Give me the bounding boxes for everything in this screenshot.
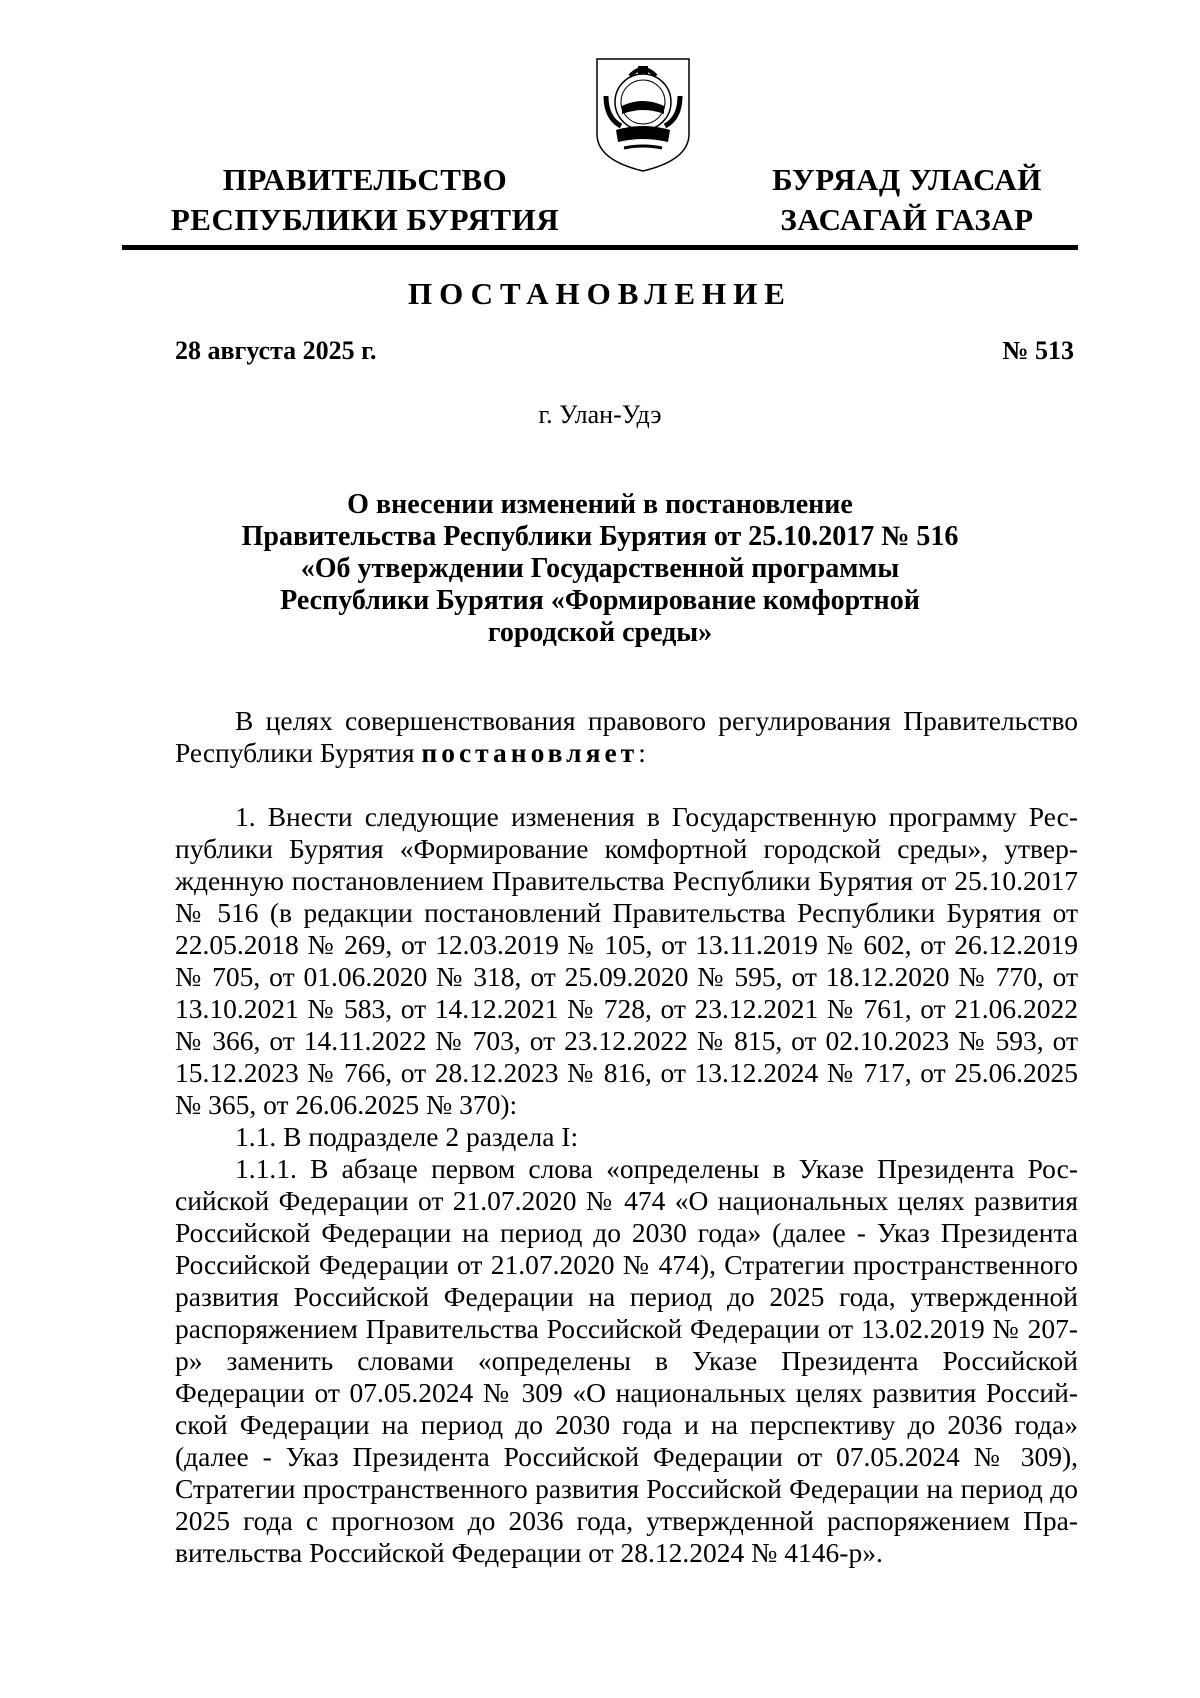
document-type: ПОСТАНОВЛЕНИЕ	[408, 276, 792, 311]
header-left	[165, 160, 565, 240]
resolves-word: постановляет	[421, 737, 639, 768]
document-city: г. Улан-Удэ	[538, 400, 662, 429]
header-right-line1: БУРЯАД УЛАСАЙ	[772, 162, 1042, 197]
header-left-line1: ПРАВИТЕЛЬСТВО	[222, 162, 508, 197]
header-right	[742, 160, 1072, 240]
coat-of-arms-icon	[594, 56, 692, 174]
subject-line: Правительства Республики Бурятия от 25.10.2017 № 516	[241, 521, 959, 552]
preamble-text: В целях совершенствования правового регулирования Правительство Республики Бурятия	[175, 705, 1078, 768]
paragraph-1-1-1: 1.1.1. В абзаце первом слова «определены в Указе Президента Российской Федерации от 21.07.2020 № 474 «О национальных целях развития Российской Федерации на период до 2030 года» (далее - Указ Президента Российской Федерации от 21.07.2020 № 474), Стратегии пространственного развития Российской Федерации на период до 2025 года, утвержденной распоряжением Правительства Российской Федерации от 13.02.2019 № 207-р» заменить словами «определены в Указе Президента Российской Федерации от 07.05.2024 № 309 «О национальных целях развития Российской Федерации на период до 2030 года и на перспективу до 2036 года» (далее - Указ Президента Российской Федерации от 07.05.2024 № 309), Стратегии пространственного развития Российской Федерации на период до 2025 года с прогнозом до 2036 года, утвержденной распоряжением Правительства Российской Федерации от 28.12.2024 № 4146-р».	[175, 1153, 1078, 1568]
header-left-line2: РЕСПУБЛИКИ БУРЯТИЯ	[170, 202, 560, 237]
preamble-paragraph	[175, 705, 1078, 769]
subject-line: «Об утверждении Государственной программы	[300, 553, 900, 584]
subject-line: Республики Бурятия «Формирование комфортной	[280, 585, 920, 616]
document-number: № 513	[1002, 336, 1074, 365]
subject-line: городской среды»	[487, 617, 713, 648]
paragraph-1-1: 1.1. В подразделе 2 раздела I:	[235, 1121, 579, 1152]
paragraph-1: 1. Внести следующие изменения в Государственную программу Республики Бурятия «Формирование комфортной городской среды», утвержденную постановлением Правительства Республики Бурятия от 25.10.2017 № 516 (в редакции постановлений Правительства Республики Бурятия от 22.05.2018 № 269, от 12.03.2019 № 105, от 13.11.2019 № 602, от 26.12.2019 № 705, от 01.06.2020 № 318, от 25.09.2020 № 595, от 18.12.2020 № 770, от 13.10.2021 № 583, от 14.12.2021 № 728, от 23.12.2021 № 761, от 21.06.2022 № 366, от 14.11.2022 № 703, от 23.12.2022 № 815, от 02.10.2023 № 593, от 15.12.2023 № 766, от 28.12.2023 № 816, от 13.12.2024 № 717, от 25.06.2025 № 365, от 26.06.2025 № 370):	[175, 801, 1078, 1120]
resolves-end: :	[638, 737, 646, 768]
document-body	[175, 705, 1078, 1569]
document-subject	[200, 489, 1000, 649]
header-divider	[122, 245, 1078, 250]
subject-line: О внесении изменений в постановление	[347, 489, 853, 520]
header-right-line2: ЗАСАГАЙ ГАЗАР	[780, 202, 1034, 237]
document-date: 28 августа 2025 г.	[175, 336, 377, 365]
